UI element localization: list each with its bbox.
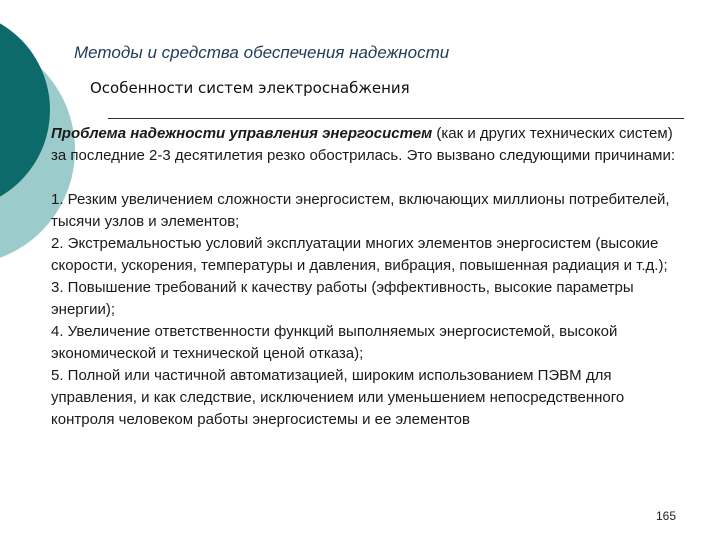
reason-item-3: 3. Повышение требований к качеству работы (эффективность, высокие параметры энергии);: [51, 279, 634, 318]
reason-item-4: 4. Увеличение ответственности функций выполняемых энергосистемой, высокой экономической и технической ценой отказа);: [51, 323, 618, 362]
intro-paragraph: [51, 123, 691, 167]
reason-item-5: 5. Полной или частичной автоматизацией, широким использованием ПЭВМ для управления, и как следствие, исключением или уменьшением непосредственного контроля человеком работы энергосистемы и ее элементов: [51, 367, 625, 428]
slide-body: [51, 123, 691, 431]
reason-item-1: 1. Резким увеличением сложности энергосистем, включающих миллионы потребителей, тысячи узлов и элементов;: [51, 191, 670, 230]
slide-title: Методы и средства обеспечения надежности: [74, 43, 450, 62]
reason-item-2: 2. Экстремальностью условий эксплуатации многих элементов энергосистем (высокие скорости, ускорения, температуры и давления, вибрация, повышенная радиация и т.д.);: [51, 235, 668, 274]
divider-line: [108, 118, 684, 119]
intro-lead: Проблема надежности управления энергосистем: [51, 125, 433, 142]
intro-rest: (как и других технических систем) за последние 2-3 десятилетия резко обострилась. Это вызвано следующими причинами:: [51, 125, 676, 164]
slide-subtitle: Особенности систем электроснабжения: [90, 79, 410, 97]
page-number: 165: [656, 509, 677, 523]
reasons-list: [51, 189, 691, 431]
